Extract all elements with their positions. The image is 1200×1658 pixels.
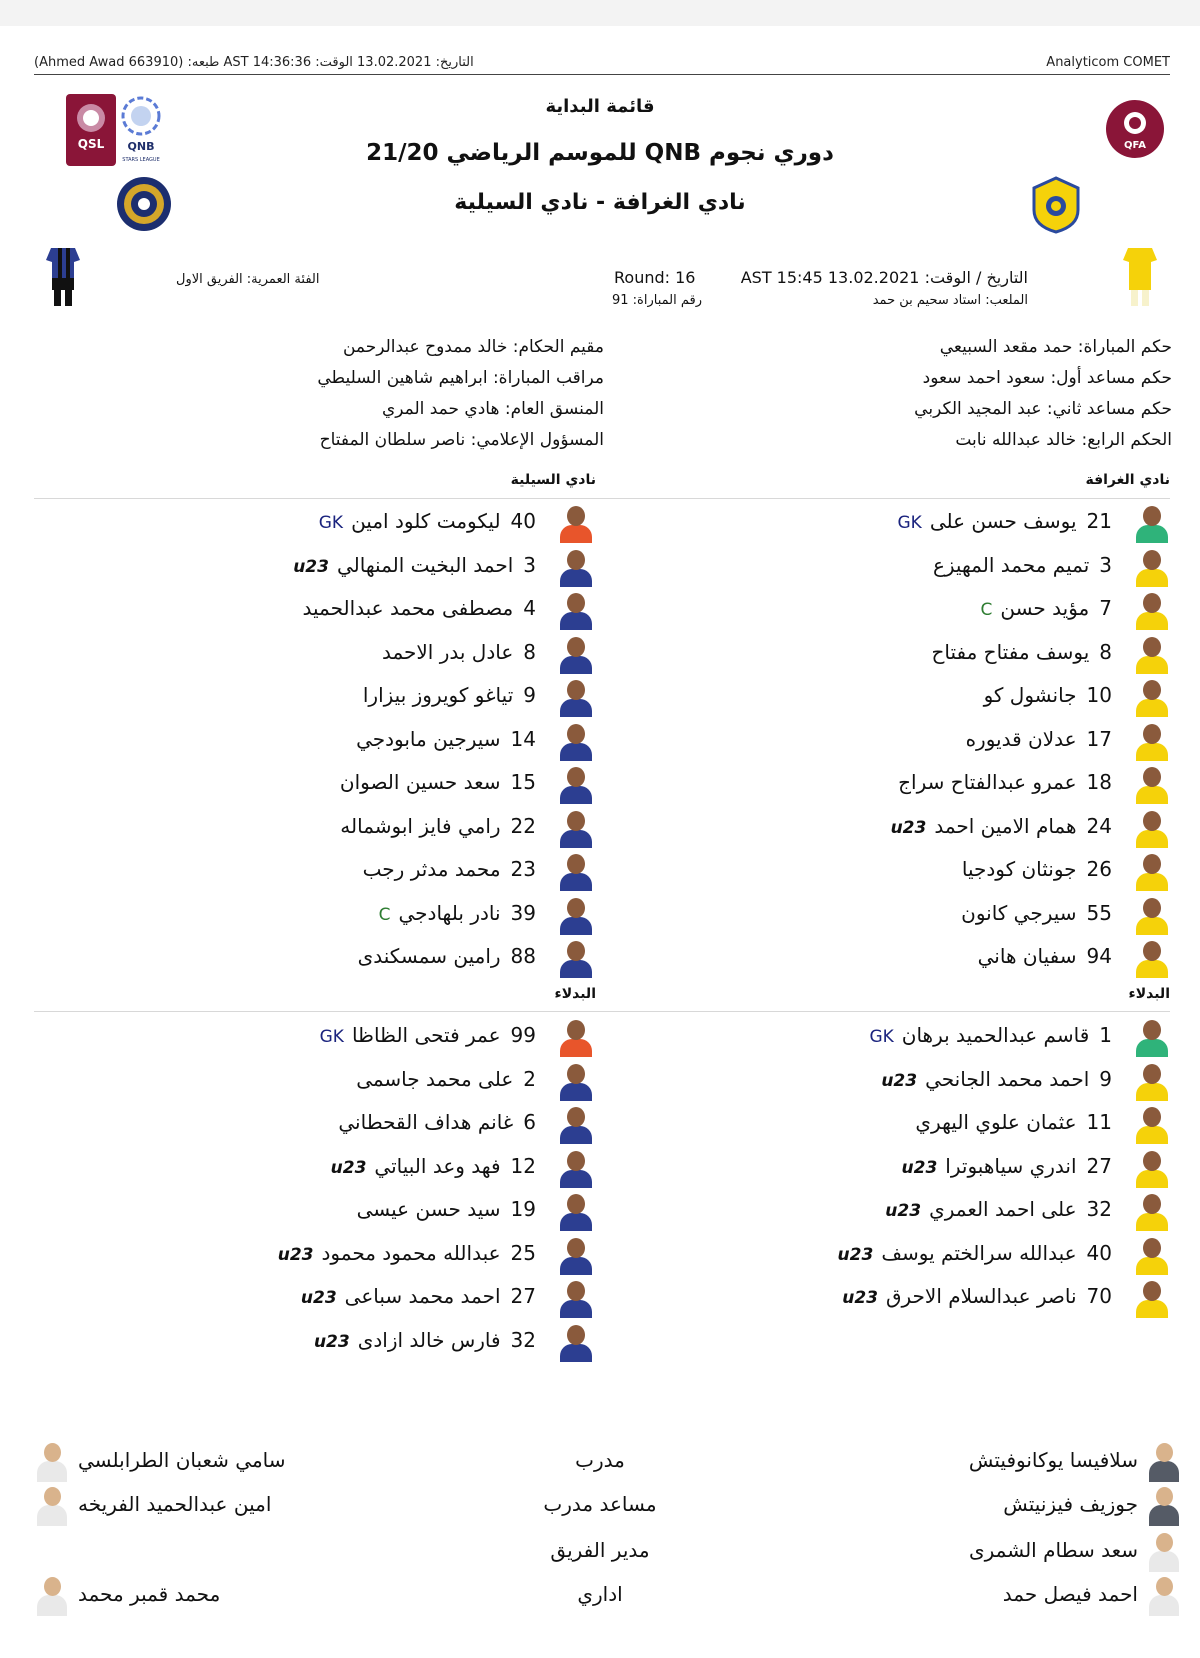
player-number: 88 <box>510 944 536 968</box>
league-title: دوري نجوم QNB للموسم الرياضي 21/20 <box>366 140 834 166</box>
player-photo-icon <box>1134 810 1170 848</box>
player-number: 19 <box>510 1197 536 1221</box>
player-entry <box>340 814 536 838</box>
player-number: 27 <box>510 1284 536 1308</box>
home-starters-list <box>610 502 1170 980</box>
player-row <box>610 1103 1170 1146</box>
player-photo-icon <box>558 1106 594 1144</box>
staff-photo-icon <box>1146 1576 1182 1616</box>
away-subs-list <box>34 1016 594 1366</box>
qnb-logo-subtext: STARS LEAGUE <box>122 157 160 163</box>
home-subs-list <box>610 1016 1170 1366</box>
player-row <box>610 937 1170 980</box>
player-photo-icon <box>558 592 594 630</box>
player-number: 7 <box>1099 596 1112 620</box>
player-photo-icon <box>1134 723 1170 761</box>
staff-role: مدير الفريق <box>550 1538 650 1562</box>
staff-name: جوزيف فيزنيتش <box>1003 1492 1138 1516</box>
player-entry <box>838 1241 1112 1265</box>
player-photo-icon <box>558 853 594 891</box>
player-name: احمد محمد الجانحي <box>925 1066 1090 1091</box>
player-name: اندري سياهبوترا <box>945 1153 1077 1178</box>
player-photo-icon <box>1134 897 1170 935</box>
player-row <box>34 1190 594 1233</box>
player-row <box>34 546 594 589</box>
top-strip <box>0 0 1200 26</box>
player-name: سفيان هاني <box>977 944 1077 968</box>
u23-tag: u23 <box>293 556 329 577</box>
u23-tag: u23 <box>901 1157 938 1178</box>
document-title: قائمة البداية <box>545 96 655 117</box>
player-entry <box>869 1023 1112 1047</box>
age-group: الفئة العمرية: الفريق الاول <box>176 272 320 287</box>
player-photo-icon <box>1134 766 1170 804</box>
u23-tag: u23 <box>313 1331 350 1352</box>
player-entry <box>902 1154 1112 1178</box>
print-info: التاريخ: 13.02.2021 الوقت: AST 14:36:36 طبعه: (663910 Ahmed Awad) <box>34 55 474 70</box>
player-photo-icon <box>1134 636 1170 674</box>
player-photo-icon <box>558 1150 594 1188</box>
player-entry <box>891 814 1112 838</box>
player-row <box>610 589 1170 632</box>
staff-photo-icon <box>1146 1442 1182 1482</box>
player-photo-icon <box>1134 549 1170 587</box>
player-number: 3 <box>523 552 536 577</box>
player-name: عمرو عبدالفتاح سراج <box>898 770 1077 794</box>
staff-photo-icon <box>34 1576 70 1616</box>
player-photo-icon <box>558 940 594 978</box>
player-photo-icon <box>558 1019 594 1057</box>
player-name: قاسم عبدالحميد برهان <box>901 1023 1090 1047</box>
player-name: فهد وعد البياتي <box>374 1153 501 1178</box>
player-photo-icon <box>1134 853 1170 891</box>
player-number: 70 <box>1086 1284 1112 1308</box>
player-name: رامين سمسكندى <box>357 944 501 968</box>
player-entry <box>962 857 1112 881</box>
player-number: 32 <box>510 1327 536 1352</box>
player-entry <box>961 901 1112 925</box>
player-entry <box>933 553 1112 577</box>
player-name: عدلان قديوره <box>965 726 1077 751</box>
player-number: 17 <box>1086 726 1112 751</box>
player-photo-icon <box>1134 1280 1170 1318</box>
player-photo-icon <box>1134 1019 1170 1057</box>
player-photo-icon <box>1134 679 1170 717</box>
player-entry <box>842 1284 1112 1308</box>
player-number: 39 <box>510 900 536 925</box>
player-number: 55 <box>1086 900 1112 925</box>
player-entry <box>319 509 536 533</box>
player-name: محمد مدثر رجب <box>362 857 501 881</box>
player-number: 12 <box>510 1153 536 1178</box>
player-row <box>34 850 594 893</box>
player-row <box>610 1016 1170 1059</box>
away-subs-header: البدلاء <box>554 986 596 1002</box>
official-entry: حكم مساعد ثاني: عبد المجيد الكربي <box>914 399 1172 419</box>
player-entry <box>978 944 1112 968</box>
player-row <box>34 1016 594 1059</box>
match-number: رقم المباراة: 91 <box>611 293 702 308</box>
player-row <box>34 1321 594 1364</box>
staff-photo-icon <box>1146 1532 1182 1572</box>
u23-tag: u23 <box>842 1288 878 1308</box>
player-name: مصطفى محمد عبدالحميد <box>302 596 514 620</box>
player-row <box>610 546 1170 589</box>
officials-right <box>914 332 1172 456</box>
player-row <box>610 633 1170 676</box>
official-entry: مقيم الحكام: خالد ممدوح عبدالرحمن <box>342 337 604 357</box>
player-number: 2 <box>523 1066 536 1091</box>
away-starters-list <box>34 502 594 980</box>
player-row <box>610 1060 1170 1103</box>
player-name: على محمد جاسمى <box>356 1066 514 1091</box>
player-name: عبدالله سرالختم يوسف <box>881 1240 1077 1265</box>
officials-left <box>317 332 604 456</box>
player-row <box>34 1147 594 1190</box>
player-photo-icon <box>1134 505 1170 543</box>
staff-name: سعد سطام الشمرى <box>968 1538 1138 1562</box>
player-name: عثمان علوي اليهري <box>915 1110 1077 1134</box>
player-number: 22 <box>510 813 536 838</box>
match-datetime: التاريخ / الوقت: AST 15:45 13.02.2021 <box>740 268 1028 287</box>
staff-photo-icon <box>34 1486 70 1526</box>
player-entry <box>915 1110 1112 1134</box>
player-row <box>34 1103 594 1146</box>
goalkeeper-tag: GK <box>319 1027 344 1047</box>
player-name: يوسف مفتاح مفتاح <box>931 639 1090 664</box>
home-subs-header: البدلاء <box>1128 986 1170 1002</box>
u23-tag: u23 <box>881 1070 918 1091</box>
player-entry <box>357 1197 536 1221</box>
player-name: غانم هداف القحطاني <box>338 1110 514 1134</box>
player-entry <box>356 727 536 751</box>
player-row <box>610 502 1170 545</box>
player-name: فارس خالد ازادى <box>357 1327 501 1352</box>
player-row <box>34 720 594 763</box>
player-row <box>610 1147 1170 1190</box>
player-row <box>34 763 594 806</box>
player-number: 14 <box>510 726 536 751</box>
player-photo-icon <box>558 1237 594 1275</box>
goalkeeper-tag: GK <box>318 513 344 533</box>
u23-tag: u23 <box>300 1288 337 1308</box>
captain-tag: C <box>378 904 391 925</box>
player-name: نادر بلهادجي <box>398 900 501 925</box>
player-name: احمد محمد سباعى <box>344 1284 501 1308</box>
player-row <box>610 807 1170 850</box>
player-name: تياغو كويروز بيزارا <box>362 683 514 707</box>
player-entry <box>314 1328 536 1352</box>
player-name: جانشول كو <box>983 683 1077 707</box>
player-row <box>34 502 594 545</box>
subs-divider <box>34 1011 1170 1012</box>
player-row <box>34 1277 594 1320</box>
player-photo-icon <box>558 723 594 761</box>
player-number: 11 <box>1086 1110 1112 1134</box>
player-number: 32 <box>1086 1197 1112 1221</box>
official-entry: حكم مساعد أول: سعود احمد سعود <box>922 368 1172 388</box>
staff-role: مساعد مدرب <box>543 1492 657 1516</box>
player-row <box>34 894 594 937</box>
player-entry <box>278 1241 536 1265</box>
player-row <box>610 850 1170 893</box>
player-number: 24 <box>1086 813 1112 838</box>
player-name: ليكومت كلود امين <box>351 509 501 533</box>
player-entry <box>984 683 1112 707</box>
staff-name: محمد قمبر محمد <box>78 1582 221 1606</box>
player-number: 9 <box>1099 1066 1112 1091</box>
player-name: احمد البخيت المنهالي <box>336 552 514 577</box>
player-row <box>610 1277 1170 1320</box>
player-photo-icon <box>558 766 594 804</box>
player-number: 8 <box>1099 639 1112 664</box>
player-name: تميم محمد المهيزع <box>932 552 1090 577</box>
player-name: ناصر عبدالسلام الاحرق <box>886 1284 1077 1308</box>
staff-photo-icon <box>1146 1486 1182 1526</box>
player-photo-icon <box>558 549 594 587</box>
player-number: 40 <box>510 509 536 533</box>
player-number: 6 <box>523 1110 536 1134</box>
player-row <box>34 807 594 850</box>
player-number: 3 <box>1099 552 1112 577</box>
player-entry <box>338 1110 536 1134</box>
player-row <box>610 1190 1170 1233</box>
match-round: Round: 16 <box>614 268 696 287</box>
player-name: همام الامين احمد <box>934 813 1077 838</box>
player-row <box>34 676 594 719</box>
player-number: 94 <box>1086 944 1112 968</box>
staff-role: مدرب <box>575 1448 625 1472</box>
staff-row <box>0 1530 1200 1574</box>
player-entry <box>382 640 536 664</box>
player-number: 4 <box>523 596 536 620</box>
u23-tag: u23 <box>890 817 927 838</box>
player-entry <box>931 640 1112 664</box>
player-name: عمر فتحى الظاظا <box>351 1023 501 1047</box>
staff-name: احمد فيصل حمد <box>1002 1582 1138 1606</box>
qnb-logo-text: QNB <box>127 140 155 153</box>
player-name: سيرجين مابودجي <box>356 726 501 751</box>
player-entry <box>897 509 1112 533</box>
player-photo-icon <box>558 1280 594 1318</box>
player-entry <box>320 1023 536 1047</box>
staff-row <box>0 1484 1200 1528</box>
player-name: سيد حسن عيسى <box>356 1197 501 1221</box>
player-photo-icon <box>1134 1193 1170 1231</box>
player-entry <box>293 553 536 577</box>
staff-name: امين عبدالحميد الفريخه <box>78 1492 272 1516</box>
player-photo-icon <box>558 897 594 935</box>
player-entry <box>340 770 536 794</box>
player-number: 21 <box>1086 509 1112 533</box>
player-number: 26 <box>1086 857 1112 881</box>
player-number: 23 <box>510 857 536 881</box>
staff-name: سلافيسا يوكانوفيتش <box>968 1448 1138 1472</box>
player-photo-icon <box>558 1063 594 1101</box>
official-entry: حكم المباراة: حمد مقعد السبيعي <box>939 337 1172 357</box>
player-number: 25 <box>510 1240 536 1265</box>
player-row <box>34 589 594 632</box>
player-row <box>610 676 1170 719</box>
player-row <box>610 894 1170 937</box>
official-entry: الحكم الرابع: خالد عبدالله نابت <box>955 430 1172 450</box>
player-number: 10 <box>1086 683 1112 707</box>
goalkeeper-tag: GK <box>869 1027 894 1047</box>
player-entry <box>363 857 536 881</box>
player-entry <box>966 727 1112 751</box>
goalkeeper-tag: GK <box>897 513 922 533</box>
u23-tag: u23 <box>277 1244 314 1265</box>
staff-role: اداري <box>577 1582 623 1606</box>
official-entry: مراقب المباراة: ابراهيم شاهين السليطي <box>317 368 604 388</box>
player-entry <box>379 901 536 925</box>
player-entry <box>881 1067 1112 1091</box>
player-number: 27 <box>1086 1153 1112 1178</box>
staff-row <box>0 1574 1200 1618</box>
player-row <box>610 763 1170 806</box>
player-photo-icon <box>558 636 594 674</box>
player-row <box>34 937 594 980</box>
qfa-logo-text: QFA <box>1124 140 1146 151</box>
home-team-header: نادي الغرافة <box>1085 472 1170 488</box>
player-row <box>34 1060 594 1103</box>
player-name: رامي فايز ابوشماله <box>340 813 501 838</box>
player-name: سعد حسين الصوان <box>339 770 501 794</box>
brand-label: Analyticom COMET <box>1046 55 1170 70</box>
player-name: جونثان كودجيا <box>961 857 1077 881</box>
player-entry <box>980 596 1112 620</box>
player-photo-icon <box>558 1324 594 1362</box>
header-rule <box>34 74 1170 75</box>
u23-tag: u23 <box>885 1201 922 1221</box>
match-title: نادي الغرافة - نادي السيلية <box>454 190 746 215</box>
player-entry <box>363 683 536 707</box>
home-kit-icon <box>1122 246 1158 312</box>
player-name: سيرجي كانون <box>961 900 1077 925</box>
player-name: مؤيد حسن <box>1000 596 1090 620</box>
staff-photo-icon <box>34 1442 70 1482</box>
starters-divider <box>34 498 1170 499</box>
player-entry <box>358 944 536 968</box>
player-photo-icon <box>1134 1106 1170 1144</box>
player-entry <box>356 1067 536 1091</box>
player-number: 99 <box>510 1023 536 1047</box>
player-photo-icon <box>1134 1150 1170 1188</box>
away-team-header: نادي السيلية <box>510 472 596 488</box>
qsl-logo-text: QSL <box>77 137 105 151</box>
official-entry: المسؤول الإعلامي: ناصر سلطان المفتاح <box>319 430 604 450</box>
player-row <box>610 720 1170 763</box>
match-venue: الملعب: استاد سحيم بن حمد <box>872 293 1028 308</box>
player-photo-icon <box>1134 1063 1170 1101</box>
player-entry <box>331 1154 536 1178</box>
player-photo-icon <box>1134 1237 1170 1275</box>
player-name: يوسف حسن على <box>929 509 1077 533</box>
player-row <box>34 1234 594 1277</box>
player-number: 1 <box>1099 1023 1112 1047</box>
player-photo-icon <box>558 810 594 848</box>
player-number: 15 <box>510 770 536 794</box>
player-number: 9 <box>523 683 536 707</box>
staff-name: سامي شعبان الطرابلسي <box>78 1448 286 1472</box>
player-photo-icon <box>558 505 594 543</box>
player-number: 18 <box>1086 770 1112 794</box>
away-kit-icon <box>45 246 81 312</box>
player-photo-icon <box>1134 940 1170 978</box>
player-number: 8 <box>523 639 536 664</box>
captain-tag: C <box>980 600 993 620</box>
player-entry <box>301 1284 536 1308</box>
u23-tag: u23 <box>837 1244 874 1265</box>
player-entry <box>302 596 536 620</box>
player-name: عادل بدر الاحمد <box>381 639 514 664</box>
player-photo-icon <box>558 679 594 717</box>
player-photo-icon <box>1134 592 1170 630</box>
player-number: 40 <box>1086 1240 1112 1265</box>
player-entry <box>885 1197 1112 1221</box>
player-row <box>34 633 594 676</box>
staff-row <box>0 1440 1200 1484</box>
player-name: على احمد العمري <box>929 1197 1077 1221</box>
official-entry: المنسق العام: هادي حمد المري <box>381 399 604 419</box>
u23-tag: u23 <box>330 1157 367 1178</box>
player-photo-icon <box>558 1193 594 1231</box>
player-row <box>610 1234 1170 1277</box>
player-name: عبدالله محمود محمود <box>321 1240 501 1265</box>
player-entry <box>898 770 1112 794</box>
